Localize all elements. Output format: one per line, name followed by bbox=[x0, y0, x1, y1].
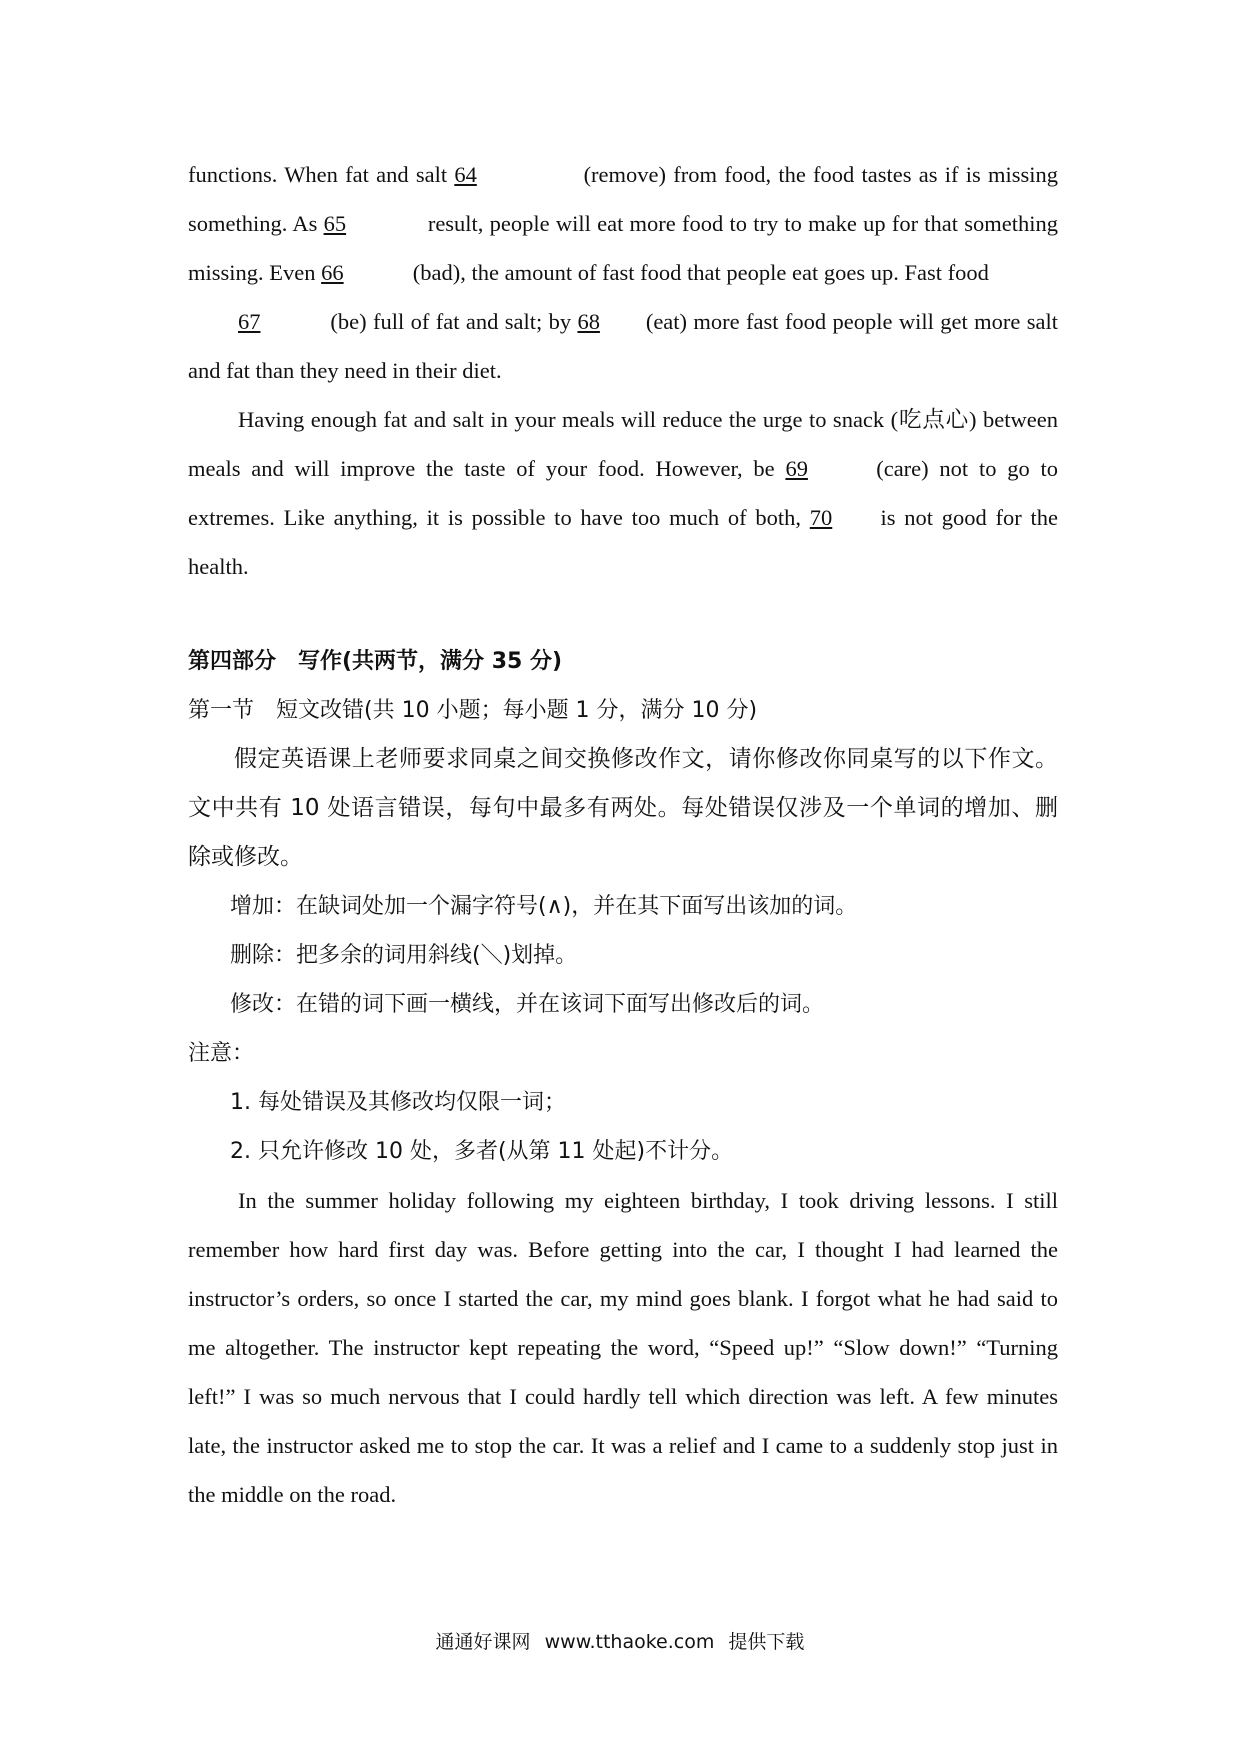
blank-65: 65 bbox=[323, 211, 347, 236]
reading-paragraph-2 bbox=[188, 297, 1058, 395]
blank-64: 64 bbox=[454, 162, 477, 187]
text-segment: Having enough fat and salt in your meals will reduce the urge to snack (吃点心) between meals and will improve the taste of your food. However, be bbox=[188, 407, 1058, 481]
footer-site-name: 通通好课网 bbox=[435, 1631, 531, 1653]
blank-69: 69 bbox=[785, 456, 808, 481]
blank-66: 66 bbox=[321, 260, 344, 285]
blank-67: 67 bbox=[238, 309, 261, 334]
reading-paragraph-3 bbox=[188, 395, 1058, 591]
reading-paragraph-1 bbox=[188, 150, 1058, 297]
rule-add: 增加：在缺词处加一个漏字符号(∧)，并在其下面写出该加的词。 bbox=[230, 894, 858, 919]
footer-url[interactable]: www.tthaoke.com bbox=[544, 1631, 715, 1653]
text-segment: (bad), the amount of fast food that people eat goes up. Fast food bbox=[407, 260, 989, 285]
instructions-paragraph: 假定英语课上老师要求同桌之间交换修改作文，请你修改你同桌写的以下作文。文中共有 10 处语言错误，每句中最多有两处。每处错误仅涉及一个单词的增加、删除或修改。 bbox=[188, 746, 1058, 870]
note-2: 2. 只允许修改 10 处，多者(从第 11 处起)不计分。 bbox=[230, 1139, 734, 1164]
text-segment: is not good for the health. bbox=[188, 505, 1058, 579]
text-segment: (be) full of fat and salt; by bbox=[324, 309, 578, 334]
page-content bbox=[188, 150, 1058, 1519]
text-segment: (care) not to go to extremes. Like anything, it is possible to have too much of both, bbox=[188, 456, 1058, 530]
blank-68: 68 bbox=[577, 309, 600, 334]
section-gap bbox=[188, 591, 1058, 637]
note-1: 1. 每处错误及其修改均仅限一词； bbox=[230, 1090, 566, 1115]
text-segment: result, people will eat more food to try to make up for that something missing. Even bbox=[188, 211, 1058, 285]
subsection-title: 第一节 短文改错(共 10 小题；每小题 1 分，满分 10 分) bbox=[188, 698, 758, 723]
blank-70: 70 bbox=[809, 505, 833, 530]
page-footer bbox=[0, 1627, 1240, 1654]
text-segment: functions. When fat and salt bbox=[188, 162, 455, 187]
rule-modify: 修改：在错的词下画一横线，并在该词下面写出修改后的词。 bbox=[230, 992, 825, 1017]
footer-suffix: 提供下载 bbox=[728, 1631, 805, 1653]
note-label: 注意： bbox=[188, 1041, 255, 1066]
text-segment: (eat) more fast food people will get more salt and fat than they need in their diet. bbox=[188, 309, 1058, 383]
rule-delete: 删除：把多余的词用斜线(＼)划掉。 bbox=[230, 943, 578, 968]
text-segment: (remove) from food, the food tastes as if is missing something. As bbox=[188, 162, 1058, 236]
essay-paragraph: In the summer holiday following my eighteen birthday, I took driving lessons. I still remember how hard first day was. Before getting into the car, I thought I had learned the instructor’s orders, so once I started the car, my mind goes blank. I forgot what he had said to me altogether. The instructor kept repeating the word, “Speed up!” “Slow down!” “Turning left!” I was so much nervous that I could hardly tell which direction was left. A few minutes late, the instructor asked me to stop the car. It was a relief and I came to a suddenly stop just in the middle on the road. bbox=[188, 1188, 1058, 1507]
section-title: 第四部分 写作(共两节，满分 35 分) bbox=[188, 649, 563, 674]
